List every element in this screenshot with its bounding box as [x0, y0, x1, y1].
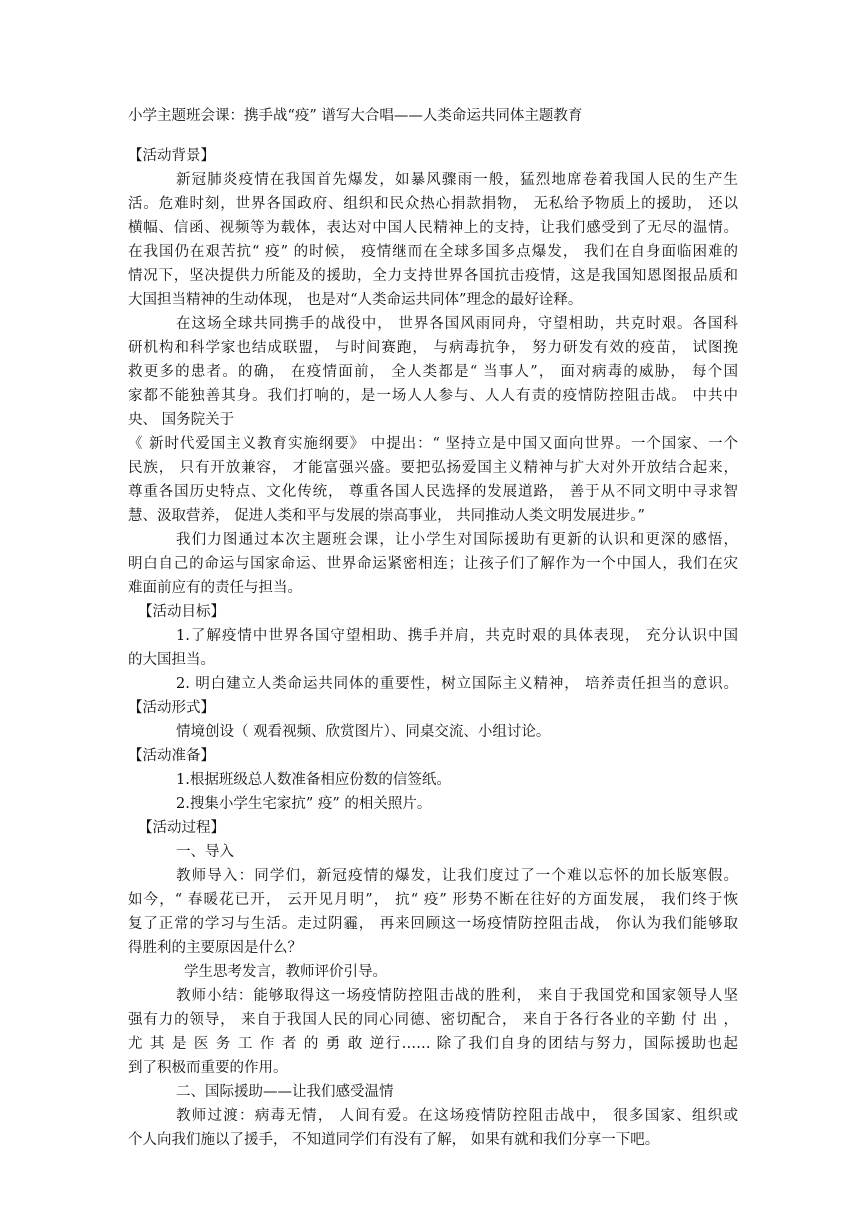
text-line: 教师过渡：病毒无情， 人间有爱。在这场疫情防控阻击战中， 很多国家、组织或 [176, 1108, 738, 1124]
text-line: 大国担当精神的生动体现， 也是对“人类命运共同体”理念的最好诠释。 [128, 292, 583, 308]
text-line: 2.搜集小学生宅家抗” 疫” 的相关照片。 [176, 796, 432, 812]
document-title: 小学主题班会课：携手战“疫” 谱写大合唱——人类命运共同体主题教育 [128, 108, 583, 124]
text-line: 一、导入 [176, 844, 234, 860]
text-line: 家都不能独善其身。我们打响的，是一场人人参与、人人有责的疫情防控阻击战。 中共中 [128, 388, 738, 404]
text-line: 学生思考发言，教师评价引导。 [184, 964, 387, 980]
text-line: 得胜利的主要原因是什么？ [128, 940, 302, 956]
paragraph-lines [128, 144, 738, 1152]
text-line: 在我国仍在艰苦抗“ 疫” 的时候， 疫情继而在全球多国多点爆发， 我们在自身面临困难的 [128, 244, 738, 260]
text-line: 如今，“ 春暖花已开， 云开见月明”， 抗“ 疫” 形势不断在往好的方面发展， 我们终于恢 [128, 892, 738, 908]
section-heading: 【活动形式】 [128, 700, 215, 716]
section-heading: 【活动目标】 [138, 604, 225, 620]
text-line: 研机构和科学家也结成联盟， 与时间赛跑， 与病毒抗争， 努力研发有效的疫苗， 试图挽 [128, 340, 738, 356]
text-line: 明白自己的命运与国家命运、世界命运紧密相连；让孩子们了解作为一个中国人，我们在灾 [128, 556, 738, 572]
text-line: 在这场全球共同携手的战役中， 世界各国风雨同舟，守望相助，共克时艰。各国科 [176, 316, 738, 332]
text-line: 尤 其 是 医 务 工 作 者 的 勇 敢 逆行…… 除了我们自身的团结与努力，国际援助也起 [128, 1036, 738, 1052]
section-heading: 【活动背景】 [128, 148, 215, 164]
document-body [128, 104, 738, 1152]
text-line: 的大国担当。 [128, 652, 215, 668]
text-line: 难面前应有的责任与担当。 [128, 580, 302, 596]
text-line: 教师小结：能够取得这一场疫情防控阻击战的胜利， 来自于我国党和国家领导人坚 [176, 988, 738, 1004]
text-line: 强有力的领导， 来自于我国人民的同心同德、密切配合， 来自于各行各业的辛勤 付 出 ， [128, 1012, 738, 1028]
section-heading: 【活动过程】 [138, 820, 225, 836]
text-line: 情况下，坚决提供力所能及的援助，全力支持世界各国抗击疫情，这是我国知恩图报品质和 [128, 268, 738, 284]
text-line: 救更多的患者。的确， 在疫情面前， 全人类都是“ 当事人”， 面对病毒的威胁， 每个国 [128, 364, 738, 380]
section-heading: 【活动准备】 [128, 748, 215, 764]
text-line: 我们力图通过本次主题班会课，让小学生对国际援助有更新的认识和更深的感悟， [176, 532, 738, 548]
text-line: 1.了解疫情中世界各国守望相助、携手并肩，共克时艰的具体表现， 充分认识中国 [176, 628, 738, 644]
text-line: 《 新时代爱国主义教育实施纲要》 中提出：“ 坚持立是中国又面向世界。一个国家、一个 [128, 436, 738, 452]
text-line: 教师导入：同学们，新冠疫情的爆发，让我们度过了一个难以忘怀的加长版寒假。 [176, 868, 738, 884]
text-line: 2. 明白建立人类命运共同体的重要性，树立国际主义精神， 培养责任担当的意识。 [176, 676, 738, 692]
text-line: 个人向我们施以了援手， 不知道同学们有没有了解， 如果有就和我们分享一下吧。 [128, 1132, 660, 1148]
text-line: 慧、汲取营养， 促进人类和平与发展的崇高事业， 共同推动人类文明发展进步。” [128, 508, 645, 524]
text-line: 横幅、信函、视频等为载体，表达对中国人民精神上的支持，让我们感受到了无尽的温情。 [128, 220, 738, 236]
text-line: 二、国际援助——让我们感受温情 [176, 1084, 394, 1100]
text-line: 央、 国务院关于 [128, 412, 235, 428]
text-line: 尊重各国历史特点、文化传统， 尊重各国人民选择的发展道路， 善于从不同文明中寻求智 [128, 484, 738, 500]
text-line: 活。危难时刻，世界各国政府、组织和民众热心捐款捐物， 无私给予物质上的援助， 还以 [128, 196, 738, 212]
text-line: 1.根据班级总人数准备相应份数的信签纸。 [176, 772, 451, 788]
text-line: 到了积极而重要的作用。 [128, 1060, 288, 1076]
text-line: 复了正常的学习与生活。走过阴霾， 再来回顾这一场疫情防控阻击战， 你认为我们能够取 [128, 916, 738, 932]
text-line: 新冠肺炎疫情在我国首先爆发，如暴风骤雨一般，猛烈地席卷着我国人民的生产生 [176, 172, 738, 188]
text-line: 情境创设（ 观看视频、欣赏图片）、同桌交流、小组讨论。 [176, 724, 551, 740]
text-line: 民族， 只有开放兼容， 才能富强兴盛。要把弘扬爱国主义精神与扩大对外开放结合起来， [128, 460, 738, 476]
